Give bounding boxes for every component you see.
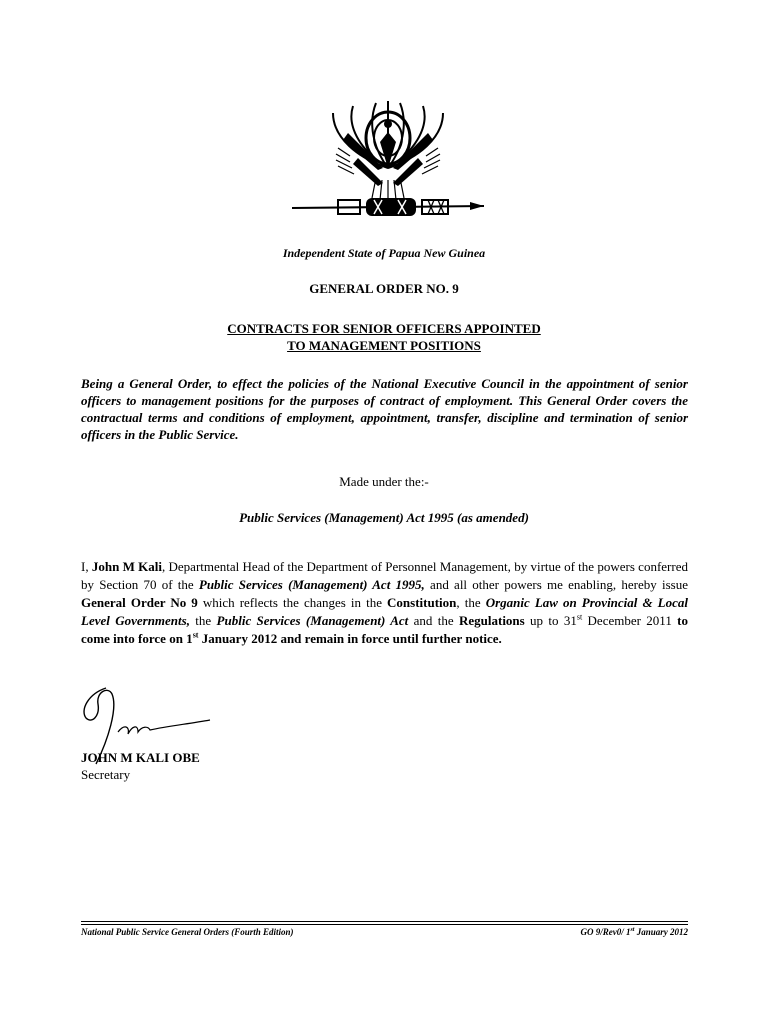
order-title-line-2: TO MANAGEMENT POSITIONS — [287, 338, 481, 353]
signatory-name: JOHN M KALI OBE — [81, 750, 200, 765]
ordinal-suffix: st — [630, 927, 635, 933]
act-reference: Public Services (Management) Act 1995, — [198, 577, 425, 592]
preamble-paragraph: Being a General Order, to effect the policies of the National Executive Council in the appointment of senior officers to management positions for the purposes of contract of employment. This General Order covers the contractual terms and conditions of employment, appointment, transfer, discipline and termination of senior officers in the Public Service. — [81, 376, 688, 442]
footer-edition: National Public Service General Orders (Fourth Edition) — [81, 927, 294, 937]
body-text: which reflects the changes in the — [197, 595, 388, 610]
national-emblem-icon — [288, 98, 488, 228]
order-title-line-1: CONTRACTS FOR SENIOR OFFICERS APPOINTED — [227, 321, 541, 336]
footer-revision-text: January 2012 — [634, 927, 688, 937]
body-text: December 2011 — [582, 613, 678, 628]
general-order-number: GENERAL ORDER NO. 9 — [309, 281, 459, 296]
issuance-paragraph — [81, 558, 688, 648]
made-under-label: Made under the:- — [339, 474, 429, 489]
body-text: the — [189, 613, 217, 628]
body-text: I, — [81, 559, 92, 574]
issuer-name: John M Kali — [91, 559, 162, 574]
body-text: up to 31 — [524, 613, 577, 628]
footer-revision-text: GO 9/Rev0/ 1 — [580, 927, 631, 937]
body-text: , Departmental Head of the Department of Personnel Management, by virtue of the powers conferred by Section 70 of the — [81, 559, 688, 592]
body-text: and the — [408, 613, 459, 628]
body-text: and all other powers me enabling, hereby issue — [424, 577, 688, 592]
ordinal-suffix: st — [192, 630, 199, 640]
commencement-text: January 2012 and remain in force until further notice. — [198, 631, 502, 646]
general-order-reference: General Order No 9 — [81, 595, 198, 610]
ordinal-suffix: st — [576, 612, 583, 622]
state-name: Independent State of Papua New Guinea — [282, 246, 486, 260]
signatory-title: Secretary — [81, 767, 131, 782]
regulations-reference: Regulations — [458, 613, 525, 628]
order-title — [0, 320, 768, 354]
organic-law-reference: Organic Law on Provincial & Local Level Governments, — [81, 595, 688, 628]
act-reference: Public Services (Management) Act — [216, 613, 409, 628]
constitution-reference: Constitution — [387, 595, 457, 610]
commencement-text: to come into force on 1 — [81, 613, 688, 646]
footer-divider — [81, 921, 688, 922]
act-title: Public Services (Management) Act 1995 (as amended) — [239, 510, 529, 525]
body-text: , the — [456, 595, 486, 610]
footer-divider — [81, 924, 688, 925]
footer-revision — [580, 927, 688, 937]
